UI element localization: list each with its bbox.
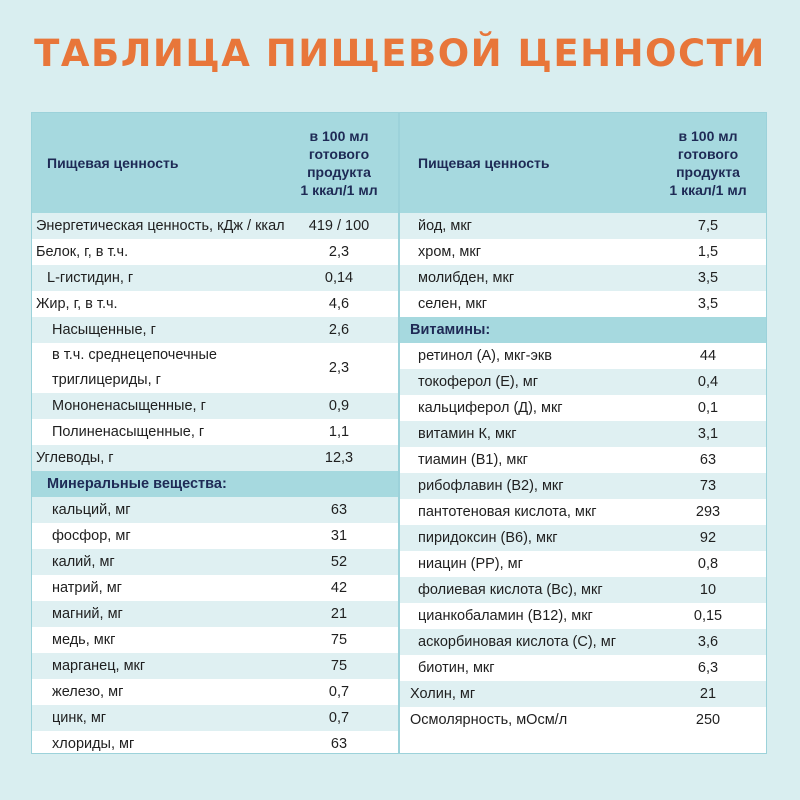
table-row	[400, 681, 766, 707]
table-row	[400, 343, 766, 369]
table-row	[32, 575, 398, 601]
nutrient-value: 42	[330, 580, 348, 596]
nutrient-value: 31	[330, 528, 348, 544]
nutrient-name: аскорбиновая кислота (С), мг	[418, 634, 616, 650]
table-row	[400, 265, 766, 291]
header-value-line: готового	[308, 146, 370, 162]
nutrient-name: йод, мкг	[418, 218, 472, 234]
table-row	[400, 603, 766, 629]
nutrient-value: 1,5	[697, 244, 719, 260]
nutrient-name: Энергетическая ценность, кДж / ккал	[36, 218, 285, 234]
nutrient-value: 250	[695, 712, 721, 728]
nutrient-value: 0,4	[697, 374, 719, 390]
nutrient-name: молибден, мкг	[418, 270, 515, 286]
nutrient-name: хром, мкг	[418, 244, 482, 260]
table-header-left	[32, 113, 398, 213]
nutrient-value: 2,3	[328, 244, 350, 260]
table-row	[32, 265, 398, 291]
nutrient-name: ниацин (РР), мг	[418, 556, 523, 572]
nutrient-value: 0,14	[324, 270, 354, 286]
nutrient-value: 63	[330, 502, 348, 518]
table-left-column	[32, 113, 400, 753]
nutrition-table	[31, 112, 767, 754]
table-body-left	[32, 213, 398, 757]
nutrient-value: 73	[699, 478, 717, 494]
nutrient-value: 7,5	[697, 218, 719, 234]
nutrient-value: 75	[330, 632, 348, 648]
table-row	[32, 679, 398, 705]
nutrient-name: в т.ч. среднецепочечные триглицериды, г	[52, 347, 217, 388]
table-row	[32, 419, 398, 445]
nutrient-name: пантотеновая кислота, мкг	[418, 504, 597, 520]
nutrient-value: 10	[699, 582, 717, 598]
table-row	[32, 393, 398, 419]
header-value-label	[280, 127, 398, 199]
nutrient-value: 0,7	[328, 684, 350, 700]
nutrient-value: 12,3	[324, 450, 354, 466]
nutrient-name: кальций, мг	[52, 502, 131, 518]
header-value-label	[650, 127, 766, 199]
nutrient-value: 21	[330, 606, 348, 622]
nutrient-value: 44	[699, 348, 717, 364]
nutrient-name: тиамин (В1), мкг	[418, 452, 528, 468]
nutrient-value: 75	[330, 658, 348, 674]
nutrient-name: натрий, мг	[52, 580, 122, 596]
nutrient-name: магний, мг	[52, 606, 123, 622]
header-nutrient-label: Пищевая ценность	[47, 155, 179, 171]
nutrient-name: марганец, мкг	[52, 658, 146, 674]
nutrient-value: 0,15	[693, 608, 723, 624]
table-row	[400, 473, 766, 499]
nutrient-name: фолиевая кислота (Вс), мкг	[418, 582, 603, 598]
table-row	[400, 525, 766, 551]
table-row	[400, 421, 766, 447]
header-value-line: готового	[677, 146, 739, 162]
table-row	[32, 601, 398, 627]
table-row	[400, 629, 766, 655]
table-row	[400, 369, 766, 395]
table-row	[32, 731, 398, 757]
nutrient-value: 0,7	[328, 710, 350, 726]
header-value-line: продукта	[307, 164, 371, 180]
nutrient-value: 3,6	[697, 634, 719, 650]
nutrient-value: 52	[330, 554, 348, 570]
nutrient-name: Минеральные вещества:	[47, 476, 227, 492]
nutrient-name: калий, мг	[52, 554, 115, 570]
table-row	[32, 497, 398, 523]
nutrient-name: Жир, г, в т.ч.	[36, 296, 118, 312]
nutrient-value: 21	[699, 686, 717, 702]
nutrient-value: 92	[699, 530, 717, 546]
table-row	[400, 291, 766, 317]
nutrient-value: 0,1	[697, 400, 719, 416]
nutrient-name: фосфор, мг	[52, 528, 131, 544]
header-value-line: 1 ккал/1 мл	[669, 182, 747, 198]
nutrient-name: L-гистидин, г	[47, 270, 134, 286]
table-row	[32, 705, 398, 731]
nutrient-name: витамин К, мкг	[418, 426, 517, 442]
nutrient-name: Витамины:	[410, 322, 491, 338]
table-row	[32, 445, 398, 471]
nutrient-value: 3,5	[697, 270, 719, 286]
table-row	[32, 549, 398, 575]
page-title: ТАБЛИЦА ПИЩЕВОЙ ЦЕННОСТИ	[34, 32, 766, 75]
nutrient-name: селен, мкг	[418, 296, 488, 312]
table-row	[400, 213, 766, 239]
nutrient-name: Осмолярность, мОсм/л	[410, 712, 568, 728]
nutrient-name: рибофлавин (В2), мкг	[418, 478, 564, 494]
header-value-line: в 100 мл	[678, 128, 738, 144]
section-header-row	[32, 471, 398, 497]
nutrient-name: Углеводы, г	[36, 450, 114, 466]
table-body-right	[400, 213, 766, 733]
nutrient-name: ретинол (А), мкг-экв	[418, 348, 552, 364]
nutrient-value: 2,6	[328, 322, 350, 338]
nutrient-value: 63	[330, 736, 348, 752]
header-value-line: 1 ккал/1 мл	[300, 182, 378, 198]
nutrient-name: Полиненасыщенные, г	[52, 424, 205, 440]
table-row	[400, 239, 766, 265]
table-row	[32, 239, 398, 265]
table-row	[400, 551, 766, 577]
nutrient-value: 1,1	[328, 424, 350, 440]
nutrient-name: кальциферол (Д), мкг	[418, 400, 563, 416]
table-row	[400, 707, 766, 733]
nutrient-name: цинк, мг	[52, 710, 107, 726]
nutrient-name: железо, мг	[52, 684, 124, 700]
nutrient-value: 293	[695, 504, 721, 520]
nutrient-value: 4,6	[328, 296, 350, 312]
table-row	[32, 627, 398, 653]
nutrient-name: Белок, г, в т.ч.	[36, 244, 129, 260]
nutrient-value: 419 / 100	[308, 218, 370, 234]
nutrient-value: 63	[699, 452, 717, 468]
nutrient-value: 0,8	[697, 556, 719, 572]
table-row	[32, 523, 398, 549]
nutrient-value: 0,9	[328, 398, 350, 414]
nutrient-name: медь, мкг	[52, 632, 116, 648]
table-row	[400, 577, 766, 603]
nutrient-value: 2,3	[328, 360, 350, 376]
nutrient-name: Холин, мг	[410, 686, 476, 702]
table-row	[400, 655, 766, 681]
table-row	[32, 213, 398, 239]
nutrient-name: биотин, мкг	[418, 660, 495, 676]
nutrient-name: пиридоксин (В6), мкг	[418, 530, 558, 546]
table-row	[400, 447, 766, 473]
nutrient-value: 3,1	[697, 426, 719, 442]
nutrient-name: Мононенасыщенные, г	[52, 398, 206, 414]
nutrient-name: Насыщенные, г	[52, 322, 156, 338]
table-row	[32, 291, 398, 317]
table-right-column	[400, 113, 766, 753]
table-row	[400, 395, 766, 421]
header-nutrient-label: Пищевая ценность	[418, 155, 550, 171]
table-row	[32, 343, 398, 393]
nutrient-value: 6,3	[697, 660, 719, 676]
table-header-right	[400, 113, 766, 213]
nutrient-name: цианкобаламин (В12), мкг	[418, 608, 593, 624]
table-row	[400, 499, 766, 525]
nutrient-name: токоферол (Е), мг	[418, 374, 539, 390]
header-value-line: в 100 мл	[309, 128, 369, 144]
table-row	[32, 317, 398, 343]
table-row	[32, 653, 398, 679]
nutrient-value: 3,5	[697, 296, 719, 312]
nutrient-name: хлориды, мг	[52, 736, 135, 752]
header-value-line: продукта	[676, 164, 740, 180]
section-header-row	[400, 317, 766, 343]
